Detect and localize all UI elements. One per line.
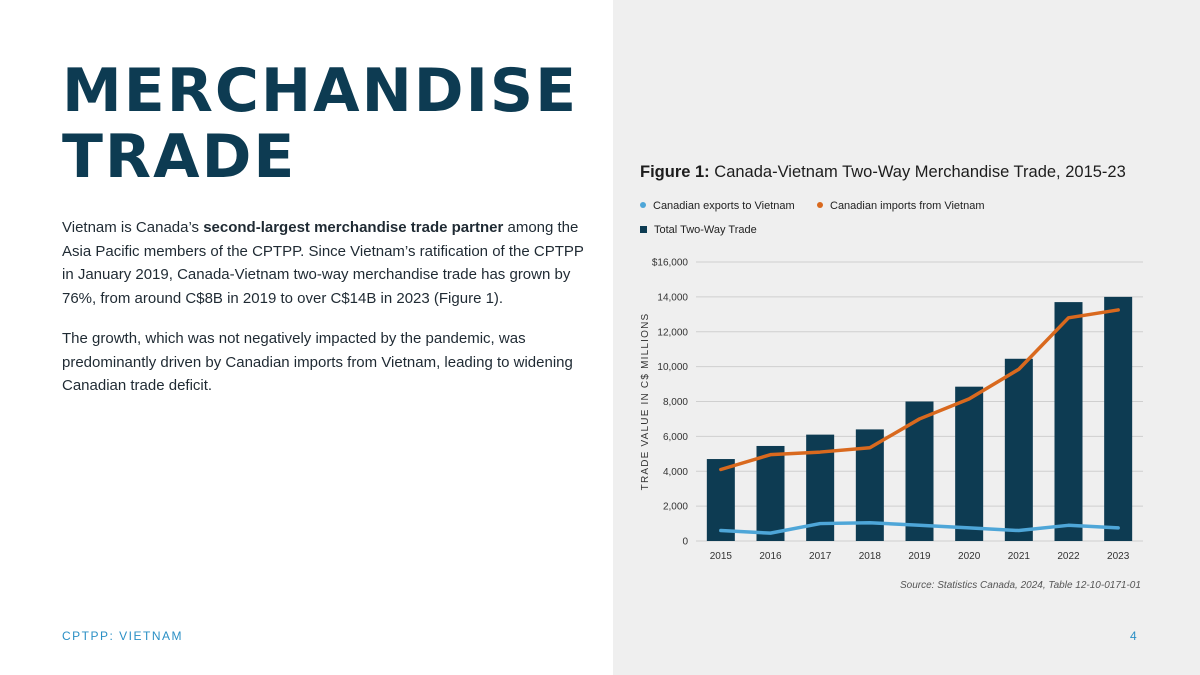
y-tick-label: 2,000 <box>662 501 688 513</box>
figure-source: Source: Statistics Canada, 2024, Table 12-10-0171-01 <box>900 580 1141 591</box>
y-tick-label: 12,000 <box>657 327 688 339</box>
x-tick-label: 2019 <box>908 551 931 562</box>
paragraph-1 <box>62 216 592 310</box>
legend-item-exports <box>640 200 795 212</box>
y-tick-label: 4,000 <box>662 466 688 478</box>
x-tick-label: 2017 <box>809 551 832 562</box>
x-tick-label: 2023 <box>1107 551 1130 562</box>
bar-total-2016 <box>757 446 785 541</box>
page-title-line1: MERCHANDISE <box>62 56 579 126</box>
figure-label: Figure 1: <box>640 163 710 181</box>
y-tick-label: 10,000 <box>657 362 688 374</box>
bar-total-2022 <box>1055 302 1083 541</box>
paragraph-1-emphasis: second-largest merchandise trade partner <box>203 219 504 236</box>
y-tick-label: 6,000 <box>662 431 688 443</box>
x-tick-label: 2015 <box>709 551 732 562</box>
paragraph-1-end: among the Asia Pacific members of the CPTPP. Since Vietnam’s ratification of the CPTPP in January 2019, Canada-Vietnam two-way merchandise trade has grown by 76%, from around C$8B in 2019 to over C$14B in 2023 (Figure 1). <box>62 219 584 307</box>
figure-title <box>640 163 1126 182</box>
legend-item-total <box>640 224 757 236</box>
x-tick-label: 2018 <box>858 551 881 562</box>
legend-marker-exports <box>640 202 646 208</box>
legend-item-imports <box>817 200 984 212</box>
body-text <box>62 216 592 415</box>
bar-total-2019 <box>906 402 934 542</box>
y-tick-label: 14,000 <box>657 292 688 304</box>
legend-label-imports: Canadian imports from Vietnam <box>830 200 985 212</box>
paragraph-1-start: Vietnam is Canada’s <box>62 219 204 236</box>
bar-total-2020 <box>955 387 983 541</box>
x-tick-label: 2020 <box>958 551 981 562</box>
page-title <box>62 58 578 190</box>
figure-title-text: Canada-Vietnam Two-Way Merchandise Trade, 2015-23 <box>709 163 1126 181</box>
bar-total-2021 <box>1005 359 1033 541</box>
paragraph-2: The growth, which was not negatively impacted by the pandemic, was predominantly driven by Canadian imports from Vietnam, leading to widening Canadian trade deficit. <box>62 330 573 394</box>
x-tick-label: 2022 <box>1057 551 1080 562</box>
y-tick-label: $16,000 <box>651 257 688 269</box>
y-axis-title: TRADE VALUE IN C$ MILLIONS <box>640 312 651 491</box>
x-tick-label: 2021 <box>1007 551 1030 562</box>
legend-marker-total <box>640 226 647 233</box>
legend-label-total: Total Two-Way Trade <box>654 224 757 236</box>
footer-section-label: CPTPP: VIETNAM <box>62 629 184 643</box>
x-tick-label: 2016 <box>759 551 782 562</box>
page-title-line2: TRADE <box>62 122 297 192</box>
legend-marker-imports <box>817 202 823 208</box>
bar-total-2023 <box>1104 297 1132 541</box>
trade-chart <box>613 240 1173 580</box>
page-number: 4 <box>1130 629 1137 643</box>
legend-label-exports: Canadian exports to Vietnam <box>653 200 795 212</box>
bar-total-2015 <box>707 459 735 541</box>
y-tick-label: 8,000 <box>662 397 688 408</box>
y-tick-label: 0 <box>682 536 688 548</box>
